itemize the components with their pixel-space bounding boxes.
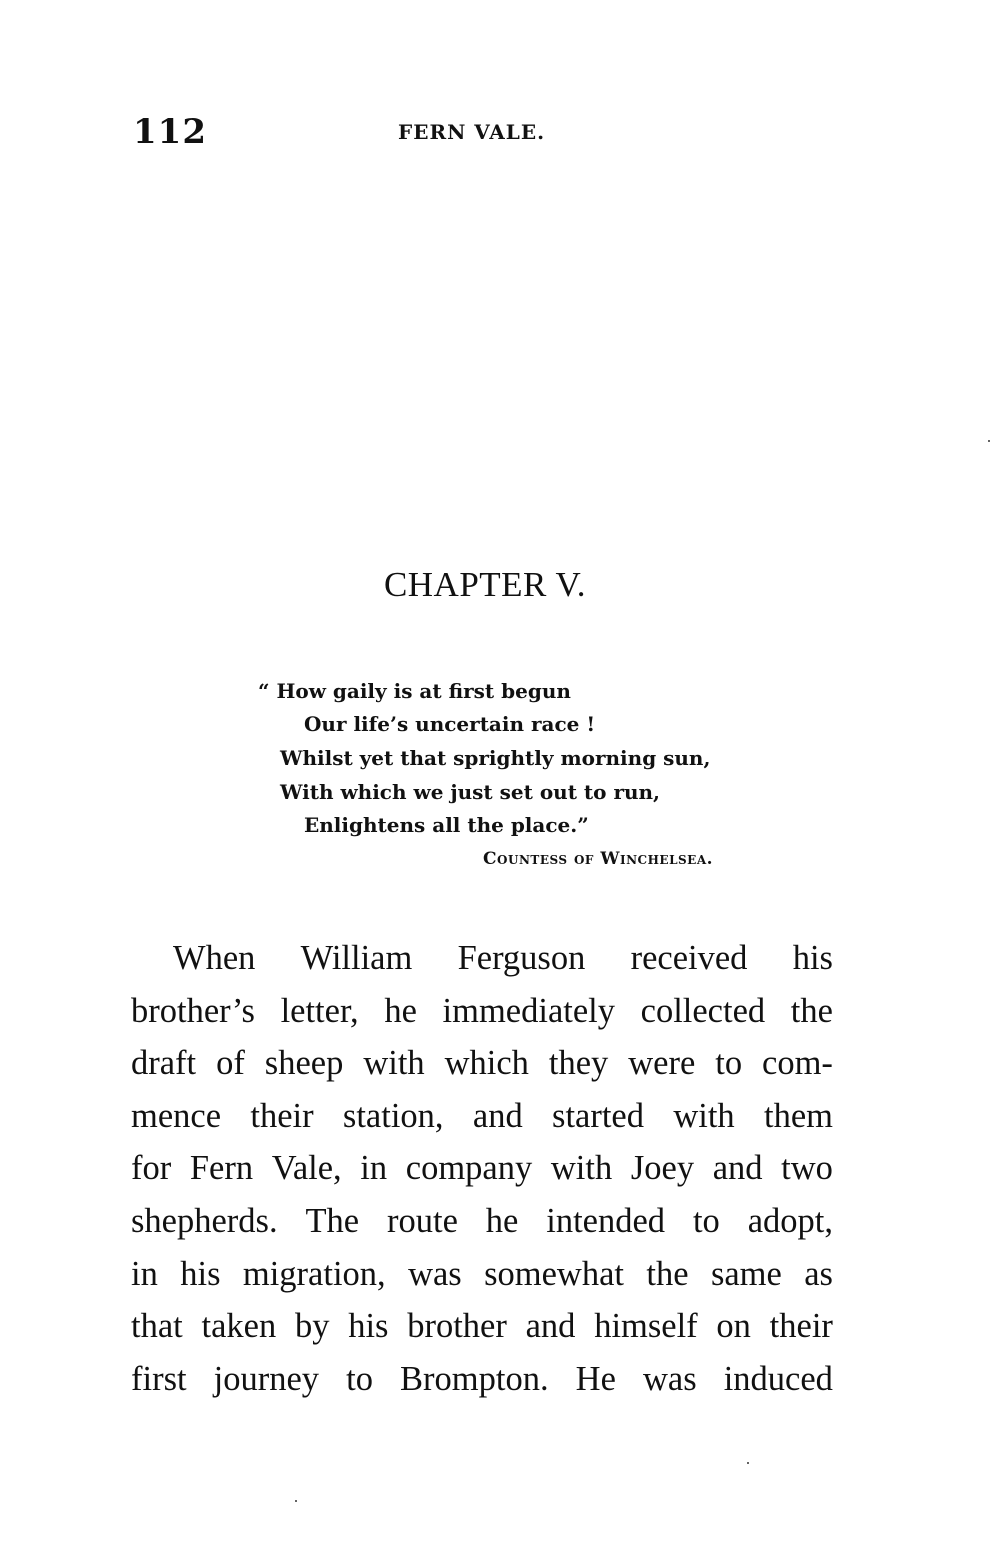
word: collected xyxy=(640,991,766,1030)
text-line xyxy=(131,1248,833,1301)
print-speck xyxy=(295,1500,297,1502)
word: route xyxy=(387,1201,458,1240)
word: which xyxy=(444,1044,529,1083)
word: com- xyxy=(762,1044,833,1083)
word: that xyxy=(131,1307,183,1346)
word: first xyxy=(131,1359,187,1398)
text-line xyxy=(131,985,833,1038)
word: and xyxy=(525,1307,576,1346)
word: brother xyxy=(407,1307,507,1346)
text-line xyxy=(131,1037,833,1090)
word: and xyxy=(472,1096,523,1135)
word: they xyxy=(548,1044,609,1083)
word: migration, xyxy=(242,1254,386,1293)
word: He xyxy=(575,1359,616,1398)
word: was xyxy=(642,1359,697,1398)
word: with xyxy=(673,1096,735,1135)
word: were xyxy=(628,1044,696,1083)
word: with xyxy=(363,1044,425,1083)
text-line xyxy=(131,1090,833,1143)
word: induced xyxy=(723,1359,833,1398)
chapter-heading: CHAPTER V. xyxy=(383,565,587,604)
word: brother’s xyxy=(131,991,255,1030)
word: two xyxy=(781,1149,833,1188)
word: letter, xyxy=(280,991,359,1030)
text-line xyxy=(131,1353,833,1406)
page-number: 112 xyxy=(133,112,207,152)
word: by xyxy=(294,1307,330,1346)
word: William xyxy=(300,939,413,977)
word: to xyxy=(715,1044,743,1083)
word: adopt, xyxy=(747,1201,833,1240)
word: their xyxy=(769,1307,833,1346)
word: Brompton. xyxy=(400,1359,549,1398)
word: as xyxy=(804,1254,833,1293)
running-head: FERN VALE. xyxy=(398,120,546,144)
word: with xyxy=(550,1149,613,1188)
print-speck xyxy=(747,1462,749,1464)
word: received xyxy=(630,939,748,977)
word: When xyxy=(173,939,256,977)
word: and xyxy=(712,1149,763,1188)
word: Joey xyxy=(630,1149,695,1188)
word: he xyxy=(384,991,417,1030)
word: he xyxy=(485,1201,519,1240)
word: Vale, xyxy=(271,1149,342,1188)
epigraph-line: Whilst yet that sprightly morning sun, xyxy=(280,746,711,770)
epigraph-attribution: Countess of Winchelsea. xyxy=(483,849,714,869)
word: of xyxy=(216,1044,245,1083)
word: in xyxy=(360,1149,388,1188)
word: to xyxy=(346,1359,373,1398)
epigraph-line: Our life’s uncertain race ! xyxy=(304,712,596,736)
word: started xyxy=(552,1096,644,1135)
word: sheep xyxy=(264,1044,344,1083)
text-line xyxy=(131,1300,833,1353)
text-line xyxy=(131,932,833,985)
word: station, xyxy=(342,1096,444,1135)
word: taken xyxy=(201,1307,277,1346)
word: was xyxy=(408,1254,462,1293)
text-line xyxy=(131,1142,833,1195)
word: himself xyxy=(594,1307,698,1346)
word: intended xyxy=(546,1201,666,1240)
word: same xyxy=(710,1254,782,1293)
word: his xyxy=(348,1307,389,1346)
word: his xyxy=(792,939,833,977)
word: their xyxy=(250,1096,314,1135)
word: for xyxy=(131,1149,172,1188)
word: his xyxy=(180,1254,221,1293)
word: to xyxy=(692,1201,720,1240)
word: somewhat xyxy=(484,1254,624,1293)
word: shepherds. xyxy=(131,1201,278,1240)
word: draft xyxy=(131,1044,197,1083)
word: company xyxy=(405,1149,533,1188)
word: Fern xyxy=(189,1149,254,1188)
word: Ferguson xyxy=(457,939,586,977)
word: in xyxy=(131,1254,158,1293)
epigraph-line: Enlightens all the place.” xyxy=(304,813,589,837)
word: on xyxy=(716,1307,751,1346)
epigraph-line: With which we just set out to run, xyxy=(280,780,661,804)
word: journey xyxy=(213,1359,320,1398)
word: mence xyxy=(131,1096,222,1135)
word: the xyxy=(790,991,833,1030)
word: them xyxy=(764,1096,833,1135)
text-line xyxy=(131,1195,833,1248)
body-text xyxy=(131,932,833,1405)
word: the xyxy=(646,1254,689,1293)
word: The xyxy=(305,1201,360,1240)
epigraph-line: “ How gaily is at first begun xyxy=(258,679,571,703)
word: immediately xyxy=(442,991,615,1030)
print-speck xyxy=(988,440,990,442)
